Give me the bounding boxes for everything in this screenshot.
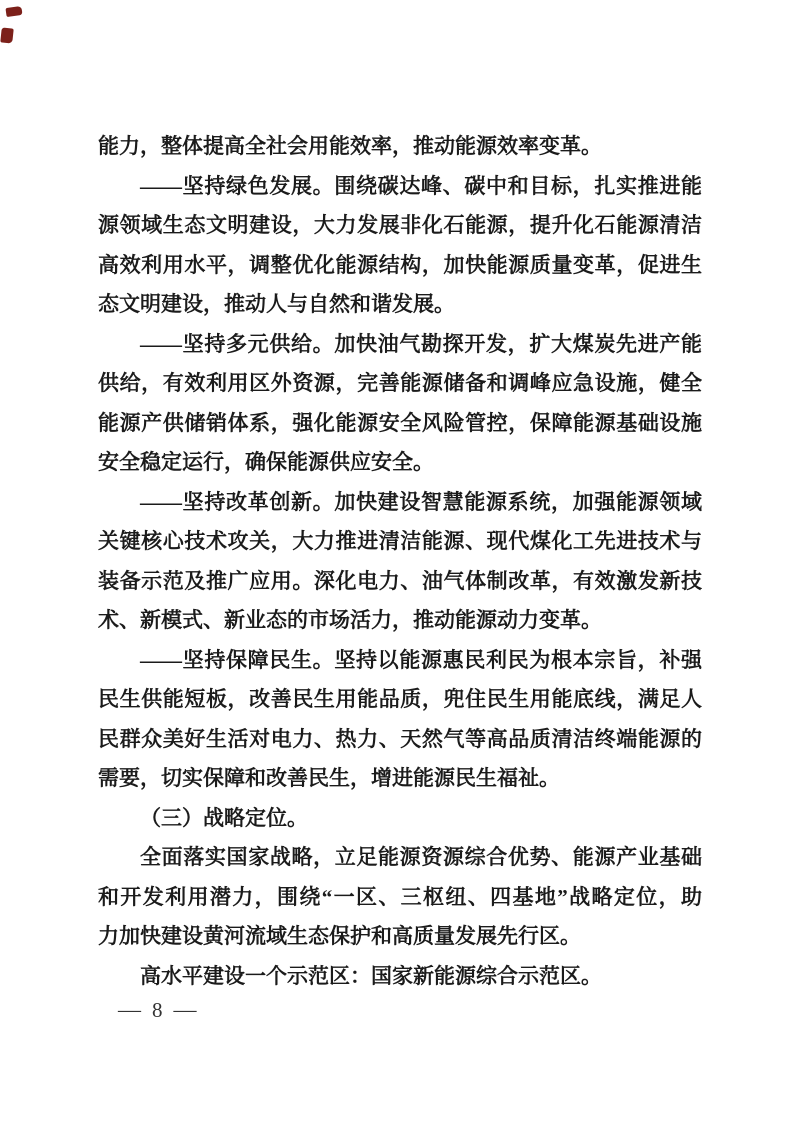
document-body: [98, 127, 702, 996]
text-line: ——坚持保障民生。坚持以能源惠民利民为根本宗旨，补强: [140, 647, 702, 672]
text-line: 民生供能短板，改善民生用能品质，兜住民生用能底线，满足人: [98, 687, 702, 711]
footer-dash-right: —: [173, 997, 197, 1022]
text-line: 态文明建设，推动人与自然和谐发展。: [98, 292, 455, 316]
text-line: 关键核心技术攻关，大力推进清洁能源、现代煤化工先进技术与: [98, 529, 702, 553]
text-line: ——坚持绿色发展。围绕碳达峰、碳中和目标，扎实推进能: [140, 173, 702, 198]
section-heading: （三）战略定位。: [140, 805, 308, 830]
red-stamp-artifact: [0, 27, 14, 43]
text-line: 术、新模式、新业态的市场活力，推动能源动力变革。: [98, 608, 602, 632]
text-line: 高效利用水平，调整优化能源结构，加快能源质量变革，促进生: [98, 252, 702, 277]
text-line: 供给，有效利用区外资源，完善能源储备和调峰应急设施，健全: [98, 371, 702, 395]
text-line: 高水平建设一个示范区：国家新能源综合示范区。: [140, 963, 602, 988]
text-line: 民群众美好生活对电力、热力、天然气等高品质清洁终端能源的: [98, 726, 702, 751]
text-line: 源领域生态文明建设，大力发展非化石能源，提升化石能源清洁: [98, 213, 702, 237]
text-line: 全面落实国家战略，立足能源资源综合优势、能源产业基础: [140, 845, 702, 869]
text-line: 能力，整体提高全社会用能效率，推动能源效率变革。: [98, 134, 602, 158]
text-line: ——坚持改革创新。加快建设智慧能源系统，加强能源领域: [140, 489, 702, 514]
text-line: 需要，切实保障和改善民生，增进能源民生福祉。: [98, 766, 560, 790]
text-line: ——坚持多元供给。加快油气勘探开发，扩大煤炭先进产能: [140, 331, 702, 356]
text-line: 装备示范及推广应用。深化电力、油气体制改革，有效激发新技: [98, 568, 702, 593]
red-stamp-artifact: [5, 6, 22, 17]
text-line: 安全稳定运行，确保能源供应安全。: [98, 450, 434, 474]
page-number: 8: [152, 998, 163, 1022]
footer-dash-left: —: [118, 997, 141, 1022]
text-line: 和开发利用潜力，围绕“一区、三枢纽、四基地”战略定位，助: [98, 884, 702, 909]
text-line: 能源产供储销体系，强化能源安全风险管控，保障能源基础设施: [98, 410, 702, 435]
text-line: 力加快建设黄河流域生态保护和高质量发展先行区。: [98, 924, 581, 948]
page-footer: [118, 997, 197, 1023]
